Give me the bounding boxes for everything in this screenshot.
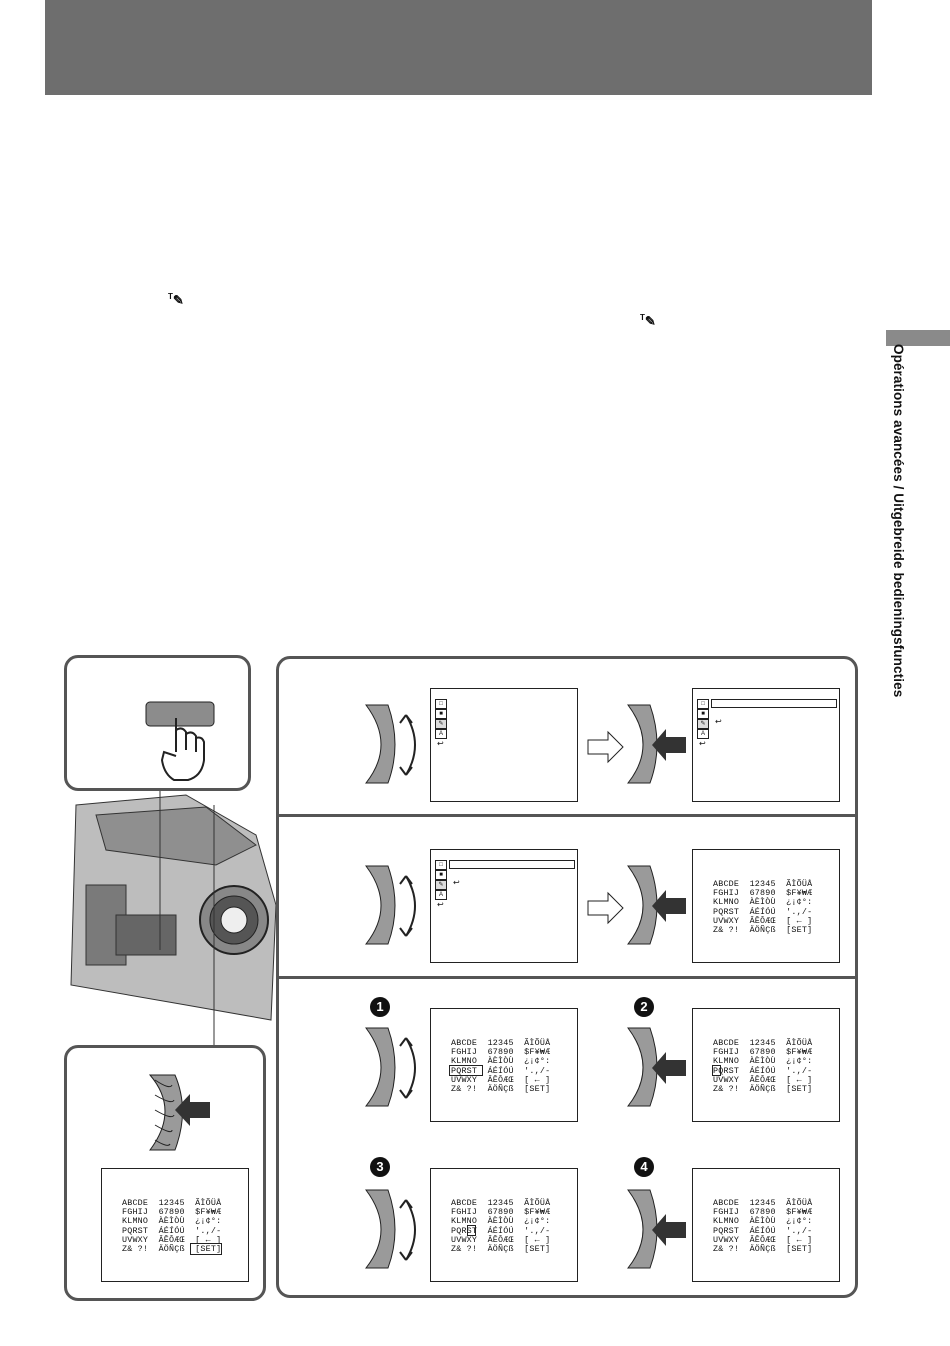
side-label: Opérations avancées / Uitgebreide bedieningsfuncties [891,344,906,698]
dial-press-icon [628,1028,688,1108]
dial-press-icon [628,866,688,946]
dial-press-icon [150,1070,220,1155]
t-pen-icon: $^T$✎ [640,313,656,329]
menu-highlight-bar [711,699,837,708]
return-icon: ↩ [453,878,460,887]
folder-icon: □ [697,699,709,709]
dial-press-icon [628,705,688,785]
char-table: ABCDE 12345 ÃÌÕÜÅ FGHIJ 67890 $F¥₩Æ KLMNO ÀÈÌÒÙ ¿¡¢°: PQRST ÁÉÍÓÚ '.,/- UVWXY ÂÊÔÆŒ [ ← ] Z& ?! ÄÖÑÇß [SET] [451,1038,551,1095]
pen-menu-icon: ✎ [697,719,709,729]
dial-rotate-icon [366,705,426,785]
step-1-badge: 1 [370,997,390,1017]
set-highlight [190,1243,222,1255]
p-highlight [712,1065,721,1076]
char-screen-2 [692,1008,840,1122]
char-screen-4 [692,1168,840,1282]
next-arrow [588,893,624,923]
menu-screen-2 [692,688,840,802]
header-bar [45,0,872,95]
pen-menu-icon: ✎ [435,880,447,890]
s-highlight [467,1225,476,1236]
folder-icon: □ [435,699,447,709]
divider-1 [276,814,855,817]
dial-press-icon [628,1190,688,1270]
step-4-badge: 4 [634,1157,654,1177]
a-icon: A [697,729,709,739]
dial-rotate-icon [366,1190,426,1270]
camera-illustration [66,785,276,1035]
pen-menu-icon: ✎ [435,719,447,729]
char-table: ABCDE 12345 ÃÌÕÜÅ FGHIJ 67890 $F¥₩Æ KLMNO ÀÈÌÒÙ ¿¡¢°: PQRST ÁÉÍÓÚ '.,/- UVWXY ÂÊÔÆŒ [ ← ] Z& ?! ÄÖÑÇß [SET] [122,1198,222,1255]
menu-screen-3 [430,849,578,963]
step-3-badge: 3 [370,1157,390,1177]
t-pen-icon: $^T$✎ [168,292,184,308]
char-table: ABCDE 12345 ÃÌÕÜÅ FGHIJ 67890 $F¥₩Æ KLMNO ÀÈÌÒÙ ¿¡¢°: PQRST ÁÉÍÓÚ '.,/- UVWXY ÂÊÔÆŒ [ ← ] Z& ?! ÄÖÑÇß [SET] [713,1038,813,1095]
return-icon: ↩ [437,739,444,748]
char-table: ABCDE 12345 ÃÌÕÜÅ FGHIJ 67890 $F¥₩Æ KLMNO ÀÈÌÒÙ ¿¡¢°: PQRST ÁÉÍÓÚ '.,/- UVWXY ÂÊÔÆŒ [ ← ] Z& ?! ÄÖÑÇß [SET] [713,1198,813,1255]
return-icon: ↩ [437,900,444,909]
char-table: ABCDE 12345 ÃÌÕÜÅ FGHIJ 67890 $F¥₩Æ KLMNO ÀÈÌÒÙ ¿¡¢°: PQRST ÁÉÍÓÚ '.,/- UVWXY ÂÊÔÆŒ [ ← ] Z& ?! ÄÖÑÇß [SET] [713,879,813,936]
menu-highlight-bar [449,860,575,869]
row-highlight [449,1065,483,1076]
divider-2 [276,976,855,979]
char-table: ABCDE 12345 ÃÌÕÜÅ FGHIJ 67890 $F¥₩Æ KLMNO ÀÈÌÒÙ ¿¡¢°: PQRST ÁÉÍÓÚ '.,/- UVWXY ÂÊÔÆŒ [ ← ] Z& ?! ÄÖÑÇß [SET] [451,1198,551,1255]
camera-icon: ■ [435,709,447,719]
camera-icon: ■ [697,709,709,719]
next-arrow [588,732,624,762]
set-screen [101,1168,249,1282]
dial-rotate-icon [366,866,426,946]
return-icon: ↩ [699,739,706,748]
a-icon: A [435,729,447,739]
char-screen-1 [430,1008,578,1122]
press-button-illustration [140,700,220,785]
camera-icon: ■ [435,870,447,880]
char-screen-3 [430,1168,578,1282]
dial-rotate-icon [366,1028,426,1108]
menu-screen-1 [430,688,578,802]
a-icon: A [435,890,447,900]
return-icon: ↩ [715,717,722,726]
folder-icon: □ [435,860,447,870]
char-screen-0 [692,849,840,963]
step-2-badge: 2 [634,997,654,1017]
